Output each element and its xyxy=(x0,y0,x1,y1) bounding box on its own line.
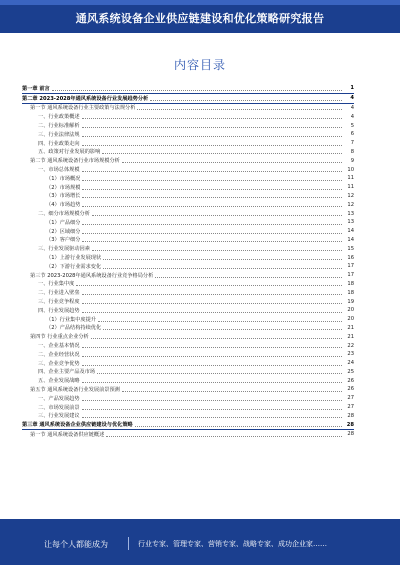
toc-page-number: 28 xyxy=(346,421,354,428)
toc-entry-row[interactable] xyxy=(22,218,354,227)
toc-dot-leader xyxy=(82,356,342,357)
toc-entry-text: 三、行业发展建议 xyxy=(38,413,80,420)
toc-dot-leader xyxy=(135,426,342,427)
toc-dot-leader xyxy=(82,409,342,410)
toc-dot-leader xyxy=(82,180,342,181)
toc-page-number: 6 xyxy=(350,131,354,138)
toc-dot-leader xyxy=(82,294,342,295)
toc-page-number: 25 xyxy=(347,368,354,375)
toc-entry-text: 一、企业基本情况 xyxy=(38,343,80,349)
toc-entry-row[interactable] xyxy=(22,183,354,192)
toc-dot-leader xyxy=(82,365,342,366)
footer-slogan-left: 让每个人都能成为 xyxy=(44,540,108,549)
toc-entry-row[interactable] xyxy=(22,368,354,377)
toc-page-number: 21 xyxy=(347,324,354,331)
toc-entry-text: 四、企业主要产品及市场 xyxy=(38,369,96,376)
toc-dot-leader xyxy=(103,259,342,260)
toc-entry-text: （4）市场趋势 xyxy=(46,202,81,209)
toc-page-number: 28 xyxy=(347,431,354,438)
toc-dot-leader xyxy=(82,303,342,304)
toc-dot-leader xyxy=(82,189,342,190)
toc-dot-leader xyxy=(92,250,342,251)
toc-entry-text: （2）产品结构持续优化 xyxy=(46,325,102,332)
toc-dot-leader xyxy=(82,382,342,383)
header-stripe xyxy=(0,0,400,5)
toc-entry-text: 第三章 通风系统设备企业供应链建设与优化策略 xyxy=(22,422,133,429)
toc-page-number: 5 xyxy=(350,122,354,129)
toc-page-number: 12 xyxy=(347,201,354,208)
toc-dot-leader xyxy=(82,224,342,225)
toc-entry-text: （2）区域细分 xyxy=(46,228,81,235)
toc-dot-leader xyxy=(82,127,342,128)
toc-entry-text: 三、行业竞争程度 xyxy=(38,299,80,306)
toc-entry-text: 第五节 通风系统设备行业发展前景预测 xyxy=(30,386,120,393)
toc-page-number: 7 xyxy=(350,140,354,147)
toc-page-number: 21 xyxy=(347,333,354,340)
toc-dot-leader xyxy=(82,136,342,137)
toc-dot-leader xyxy=(82,241,342,242)
toc-dot-leader xyxy=(82,312,342,313)
toc-entry-text: 一、行业集中度 xyxy=(38,281,75,288)
toc-heading: 内容目录 xyxy=(173,58,226,72)
toc-entry-text: 一、市场总体规模 xyxy=(38,167,80,174)
toc-entry-text: 三、行业法律法规 xyxy=(38,131,80,138)
toc-page-number: 17 xyxy=(347,272,354,279)
toc-entry-row[interactable] xyxy=(22,306,354,315)
toc-page-number: 27 xyxy=(347,395,354,402)
toc-dot-leader xyxy=(82,400,342,401)
toc-dot-leader xyxy=(106,436,342,437)
toc-page-number: 11 xyxy=(347,184,354,191)
toc-entry-text: 第一章 前言 xyxy=(22,85,50,92)
toc-page-number: 8 xyxy=(350,148,354,155)
toc-entry-row[interactable] xyxy=(22,271,354,280)
toc-dot-leader xyxy=(52,90,342,91)
toc-dot-leader xyxy=(103,268,342,269)
toc-dot-leader xyxy=(92,215,342,216)
toc-entry-text: （1）市场概况 xyxy=(46,175,81,182)
toc-entry-text: （1）产品细分 xyxy=(46,219,81,226)
toc-page-number: 13 xyxy=(347,210,354,217)
toc-dot-leader xyxy=(97,373,342,374)
report-header-bar xyxy=(0,0,400,33)
toc-entry-text: 第三节 2023-2028年通风系统设备行业竞争格局分析 xyxy=(30,272,154,279)
toc-chapter-row[interactable] xyxy=(22,420,354,430)
toc-dot-leader xyxy=(82,417,342,418)
toc-entry-text: （3）市场增长 xyxy=(46,193,81,200)
toc-page-number: 26 xyxy=(347,377,354,384)
toc-page-number: 27 xyxy=(347,404,354,411)
toc-dot-leader xyxy=(102,153,342,154)
toc-entry-row[interactable] xyxy=(22,376,354,385)
toc-page-number: 14 xyxy=(347,228,354,235)
toc-dot-leader xyxy=(122,391,342,392)
report-title: 通风系统设备企业供应链建设和优化策略研究报告 xyxy=(75,12,325,25)
toc-entry-row[interactable] xyxy=(22,403,354,412)
toc-entry-text: 三、企业竞争优势 xyxy=(38,360,80,367)
toc-entry-text: （2）下游行业需求变化 xyxy=(46,263,102,270)
toc-entry-row[interactable] xyxy=(22,253,354,262)
toc-entry-row[interactable] xyxy=(22,385,354,394)
footer-bar xyxy=(0,519,400,565)
toc-dot-leader xyxy=(82,118,342,119)
toc-entry-row[interactable] xyxy=(22,121,354,130)
toc-dot-leader xyxy=(137,109,342,110)
toc-entry-text: 第四节 行业重点企业分析 xyxy=(30,334,89,341)
toc-entry-row[interactable] xyxy=(22,227,354,236)
toc-page-number: 1 xyxy=(350,85,354,92)
toc-page-number: 14 xyxy=(347,236,354,243)
toc-entry-text: 五、政策对行业发展的影响 xyxy=(38,149,101,156)
toc-entry-row[interactable] xyxy=(22,411,354,420)
toc-entry-row[interactable] xyxy=(22,324,354,333)
toc-entry-row[interactable] xyxy=(22,430,354,439)
toc-entry-row[interactable] xyxy=(22,139,354,148)
toc-entry-text: 二、细分市场规模分析 xyxy=(38,211,90,218)
toc-entry-text: 第二节 通风系统设备行业市场规模分析 xyxy=(30,158,120,165)
toc-page-number: 4 xyxy=(350,113,354,120)
toc-entry-row[interactable] xyxy=(22,262,354,271)
toc-entry-row[interactable] xyxy=(22,236,354,245)
toc-page-number: 4 xyxy=(350,104,354,111)
toc-entry-row[interactable] xyxy=(22,148,354,157)
toc-entry-text: 一、产品发展趋势 xyxy=(38,395,80,402)
toc-page-number: 19 xyxy=(347,298,354,305)
footer-slogan-right: 行业专家、管理专家、营销专家、战略专家、成功企业家…… xyxy=(138,540,327,548)
toc-page-number: 4 xyxy=(350,95,354,102)
toc-page-number: 28 xyxy=(347,412,354,419)
toc-page-number: 20 xyxy=(347,307,354,314)
toc-entry-row[interactable] xyxy=(22,297,354,306)
toc-entry-text: 四、行业发展趋势 xyxy=(38,307,80,314)
toc-dot-leader xyxy=(155,277,342,278)
toc-page-number: 18 xyxy=(347,280,354,287)
toc-page-number: 13 xyxy=(347,219,354,226)
toc-entry-text: 二、行业进入壁垒 xyxy=(38,290,80,297)
toc-entry-text: 二、市场发展前景 xyxy=(38,404,80,411)
toc-entry-text: （3）客户细分 xyxy=(46,237,81,244)
toc-entry-row[interactable] xyxy=(22,209,354,218)
toc-page-number: 24 xyxy=(347,360,354,367)
toc-entry-text: 第二章 2023-2028年通风系统设备行业发展趋势分析 xyxy=(22,95,149,102)
footer-divider xyxy=(128,537,129,550)
toc-dot-leader xyxy=(122,162,342,163)
toc-entry-row[interactable] xyxy=(22,394,354,403)
toc-entry-row[interactable] xyxy=(22,165,354,174)
table-of-contents xyxy=(22,84,354,439)
toc-page-number: 10 xyxy=(347,166,354,173)
toc-dot-leader xyxy=(76,285,342,286)
toc-entry-text: 二、行业标准解析 xyxy=(38,123,80,130)
toc-page-number: 16 xyxy=(347,254,354,261)
toc-entry-row[interactable] xyxy=(22,192,354,201)
toc-entry-row[interactable] xyxy=(22,200,354,209)
toc-entry-row[interactable] xyxy=(22,341,354,350)
toc-page-number: 11 xyxy=(347,175,354,182)
toc-entry-row[interactable] xyxy=(22,288,354,297)
toc-chapter-row[interactable] xyxy=(22,84,354,94)
toc-entry-text: 第一节 通风系统设备供应链概述 xyxy=(30,431,105,438)
toc-page-number: 20 xyxy=(347,316,354,323)
toc-entry-row[interactable] xyxy=(22,315,354,324)
toc-entry-row[interactable] xyxy=(22,174,354,183)
toc-page-number: 18 xyxy=(347,289,354,296)
toc-page-number: 12 xyxy=(347,192,354,199)
toc-entry-text: 第一节 通风系统设备行业主要政策与法规分析 xyxy=(30,105,136,112)
toc-dot-leader xyxy=(91,338,342,339)
toc-entry-row[interactable] xyxy=(22,156,354,165)
toc-page-number: 15 xyxy=(347,245,354,252)
toc-entry-row[interactable] xyxy=(22,104,354,113)
toc-entry-text: 一、行业政策概述 xyxy=(38,114,80,121)
toc-dot-leader xyxy=(82,145,342,146)
toc-entry-text: 四、行业政策走向 xyxy=(38,140,80,147)
toc-page-number: 26 xyxy=(347,386,354,393)
toc-dot-leader xyxy=(150,100,342,101)
toc-page-number: 22 xyxy=(347,342,354,349)
toc-dot-leader xyxy=(98,321,342,322)
toc-entry-text: （2）市场规模 xyxy=(46,184,81,191)
toc-chapter-row[interactable] xyxy=(22,94,354,104)
toc-entry-text: （1）行业集中度提升 xyxy=(46,316,96,323)
toc-page-number: 9 xyxy=(350,157,354,164)
toc-entry-text: 三、行业发展驱动因素 xyxy=(38,246,90,253)
toc-dot-leader xyxy=(82,171,342,172)
toc-dot-leader xyxy=(82,206,342,207)
toc-entry-row[interactable] xyxy=(22,350,354,359)
toc-entry-row[interactable] xyxy=(22,112,354,121)
toc-dot-leader xyxy=(82,347,342,348)
toc-entry-row[interactable] xyxy=(22,244,354,253)
toc-entry-row[interactable] xyxy=(22,332,354,341)
toc-entry-row[interactable] xyxy=(22,280,354,289)
toc-dot-leader xyxy=(103,329,342,330)
toc-dot-leader xyxy=(82,197,342,198)
toc-entry-row[interactable] xyxy=(22,130,354,139)
toc-entry-text: （1）上游行业发展现状 xyxy=(46,255,102,262)
toc-entry-row[interactable] xyxy=(22,359,354,368)
toc-dot-leader xyxy=(82,233,342,234)
toc-page-number: 23 xyxy=(347,351,354,358)
toc-page-number: 17 xyxy=(347,263,354,270)
toc-entry-text: 二、企业经营状况 xyxy=(38,351,80,358)
toc-entry-text: 五、企业发展战略 xyxy=(38,378,80,385)
